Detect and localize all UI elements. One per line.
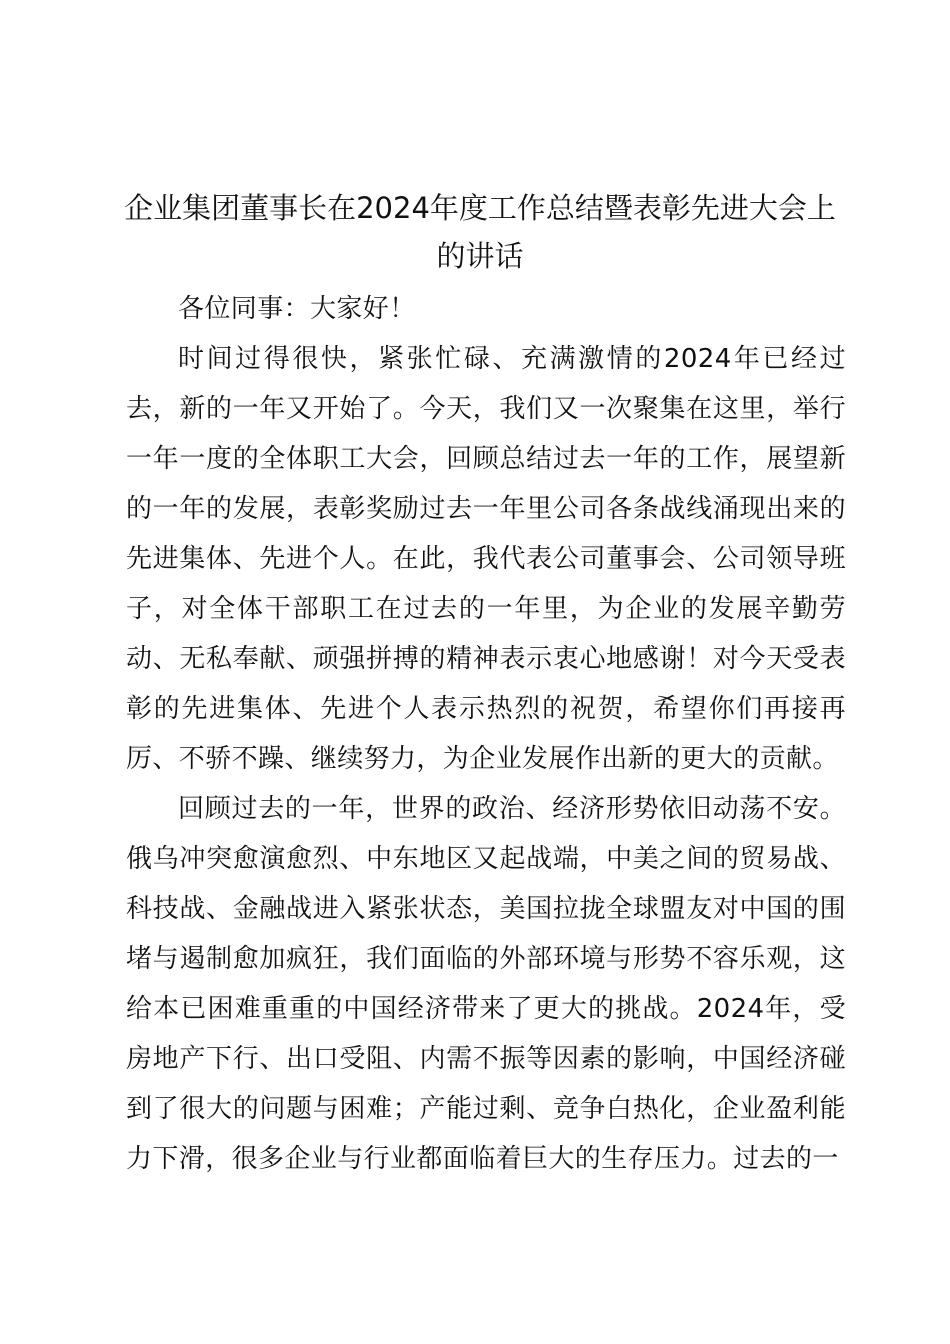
document-title: 企业集团董事长在2024年度工作总结暨表彰先进大会上的讲话	[124, 191, 836, 273]
body-paragraph: 回顾过去的一年，世界的政治、经济形势依旧动荡不安。俄乌冲突愈演愈烈、中东地区又起战端，中美之间的贸易战、科技战、金融战进入紧张状态，美国拉拢全球盟友对中国的围堵与遏制愈加疯狂，我们面临的外部环境与形势不容乐观，这给本已困难重重的中国经济带来了更大的挑战。2024年，受房地产下行、出口受阻、内需不振等因素的影响，中国经济碰到了很大的问题与困难；产能过剩、竞争白热化，企业盈利能力下滑，很多企业与行业都面临着巨大的生存压力。过去的一	[126, 794, 846, 1174]
document-body	[126, 284, 846, 1184]
greeting-paragraph: 各位同事：大家好！	[178, 294, 416, 324]
body-paragraph: 时间过得很快，紧张忙碌、充满激情的2024年已经过去，新的一年又开始了。今天，我们又一次聚集在这里，举行一年一度的全体职工大会，回顾总结过去一年的工作，展望新的一年的发展，表彰奖励过去一年里公司各条战线涌现出来的先进集体、先进个人。在此，我代表公司董事会、公司领导班子，对全体干部职工在过去的一年里，为企业的发展辛勤劳动、无私奉献、顽强拼搏的精神表示衷心地感谢！对今天受表彰的先进集体、先进个人表示热烈的祝贺，希望你们再接再厉、不骄不躁、继续努力，为企业发展作出新的更大的贡献。	[126, 344, 846, 774]
